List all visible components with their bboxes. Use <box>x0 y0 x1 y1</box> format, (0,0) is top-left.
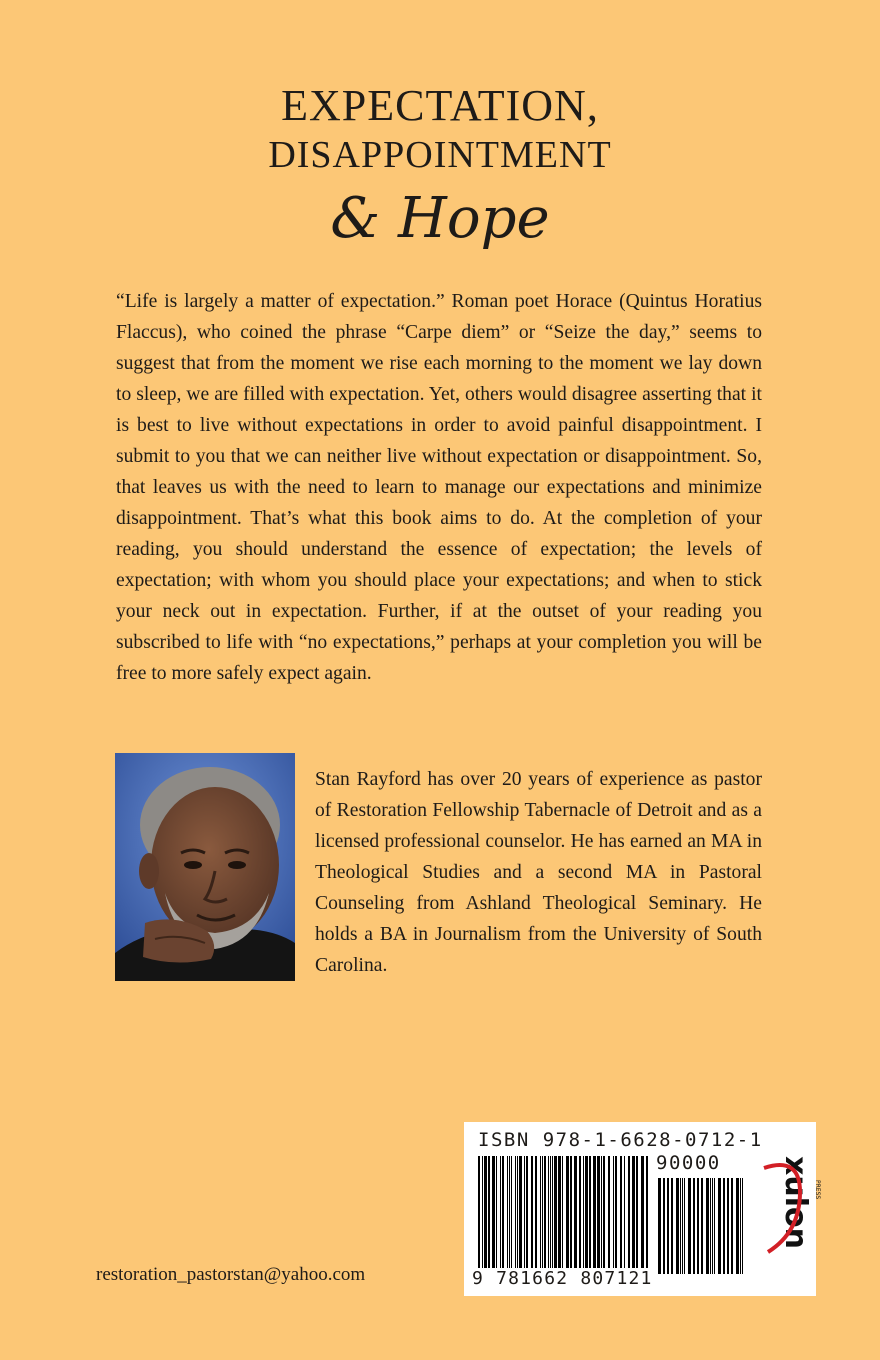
barcode-bar <box>540 1156 541 1274</box>
price-code: 90000 <box>656 1152 721 1174</box>
barcode-bar <box>526 1156 528 1274</box>
barcode-addon-bar <box>697 1178 699 1274</box>
barcode-bar <box>484 1156 487 1274</box>
isbn-label: ISBN 978-1-6628-0712-1 <box>478 1129 763 1151</box>
barcode-bar <box>585 1156 588 1274</box>
barcode-bar <box>554 1156 557 1274</box>
barcode-addon-bar <box>688 1178 691 1274</box>
barcode-bar <box>601 1156 602 1274</box>
barcode-addon-bar <box>701 1178 703 1274</box>
barcode-bar <box>558 1156 561 1274</box>
barcode-bar <box>511 1156 512 1274</box>
barcode-addon-bar <box>723 1178 725 1274</box>
barcode-bars <box>474 1156 746 1274</box>
barcode-bar <box>570 1156 572 1274</box>
barcode-bar <box>583 1156 584 1274</box>
barcode-bar <box>613 1156 614 1274</box>
barcode-addon-bar <box>736 1178 739 1274</box>
barcode-bar <box>646 1156 648 1274</box>
author-portrait-illustration <box>115 753 295 981</box>
barcode-bar <box>509 1156 510 1274</box>
barcode-bar <box>488 1156 490 1274</box>
barcode-addon-bar <box>671 1178 673 1274</box>
xulon-press-logo-icon <box>756 1152 821 1272</box>
barcode-addon-bar <box>682 1178 683 1274</box>
barcode-addon-bar <box>667 1178 669 1274</box>
title-line-disappointment: DISAPPOINTMENT <box>268 134 612 176</box>
barcode-bar <box>628 1156 630 1274</box>
barcode-bar <box>531 1156 533 1274</box>
barcode-bar <box>515 1156 516 1274</box>
barcode-bar <box>548 1156 549 1274</box>
isbn-barcode-panel <box>464 1122 821 1296</box>
barcode-addon-bar <box>693 1178 695 1274</box>
barcode-bar <box>519 1156 522 1274</box>
barcode-bar <box>552 1156 553 1274</box>
barcode-bar <box>496 1156 497 1274</box>
barcode-bar <box>574 1156 577 1274</box>
barcode-bar <box>615 1156 617 1274</box>
barcode-addon-bar <box>740 1178 741 1274</box>
book-title <box>0 80 880 254</box>
barcode-addon-bar <box>663 1178 665 1274</box>
publisher-logo <box>756 1152 821 1272</box>
barcode-bar <box>517 1156 518 1274</box>
barcode-bar <box>500 1156 501 1274</box>
barcode-digits: 9 781662 807121 <box>472 1268 653 1289</box>
barcode-bar <box>641 1156 644 1274</box>
barcode-bar <box>624 1156 625 1274</box>
barcode-bar <box>482 1156 483 1274</box>
barcode-addon-bar <box>676 1178 679 1274</box>
barcode-addon-bar <box>731 1178 733 1274</box>
barcode-addon-bar <box>714 1178 715 1274</box>
barcode-bar <box>507 1156 508 1274</box>
book-description: “Life is largely a matter of expectation.” Roman poet Horace (Quintus Horatius Flaccus), who coined the phrase “Carpe diem” or “Seize the day,” seems to suggest that from the moment we rise each morning to the moment we lay down to sleep, we are filled with expectation. Yet, others would disagree asserting that it is best to live without expectations in order to avoid painful disappointment. I submit to you that we can neither live without expectation or disappointment. So, that leaves us with the need to learn to manage our expectations and minimize disappointment. That’s what this book aims to do. At the completion of your reading, you should understand the essence of expectation; the levels of expectation; with whom you should place your expectations; and when to stick your neck out in expectation. Further, if at the outset of your reading you subscribed to life with “no expectations,” perhaps at your completion you will be free to more safely expect again. <box>116 291 762 684</box>
barcode-bar <box>579 1156 581 1274</box>
barcode-bar <box>620 1156 622 1274</box>
barcode-addon-bar <box>710 1178 711 1274</box>
barcode-addon-bar <box>658 1178 661 1274</box>
barcode-addon-bar <box>706 1178 709 1274</box>
barcode-bar <box>597 1156 600 1274</box>
title-line-expectation: EXPECTATION, <box>281 81 599 130</box>
barcode-bar <box>550 1156 551 1274</box>
barcode-bar <box>593 1156 596 1274</box>
barcode-bar <box>636 1156 638 1274</box>
barcode-bar <box>589 1156 591 1274</box>
barcode-addon-bar <box>742 1178 743 1274</box>
barcode-addon-bar <box>727 1178 729 1274</box>
barcode-bar <box>542 1156 543 1274</box>
barcode-bar <box>502 1156 504 1274</box>
barcode-bar <box>535 1156 537 1274</box>
title-line-hope: & Hope <box>330 186 550 251</box>
author-bio: Stan Rayford has over 20 years of experience as pastor of Restoration Fellowship Tabernacle of Detroit and as a licensed professional counselor. He has earned an MA in Theological Studies and a second MA in Pastoral Counseling from Ashland Theological Seminary. He holds a BA in Journalism from the University of South Carolina. <box>315 769 762 976</box>
barcode-bar <box>492 1156 495 1274</box>
barcode-bar <box>603 1156 605 1274</box>
barcode-bar <box>562 1156 563 1274</box>
svg-text:PRESS: PRESS <box>814 1180 821 1200</box>
barcode-bar <box>524 1156 525 1274</box>
barcode-bar <box>544 1156 546 1274</box>
barcode-addon-bar <box>718 1178 721 1274</box>
barcode-addon-bar <box>680 1178 681 1274</box>
barcode-addon-bar <box>712 1178 713 1274</box>
barcode-bar <box>608 1156 610 1274</box>
barcode-bar <box>566 1156 569 1274</box>
svg-text:xulon: xulon <box>778 1156 813 1249</box>
barcode-bar <box>632 1156 635 1274</box>
barcode-bar <box>478 1156 480 1274</box>
contact-email[interactable]: restoration_pastorstan@yahoo.com <box>96 1264 366 1285</box>
author-photo <box>115 753 295 981</box>
barcode-addon-bar <box>684 1178 685 1274</box>
